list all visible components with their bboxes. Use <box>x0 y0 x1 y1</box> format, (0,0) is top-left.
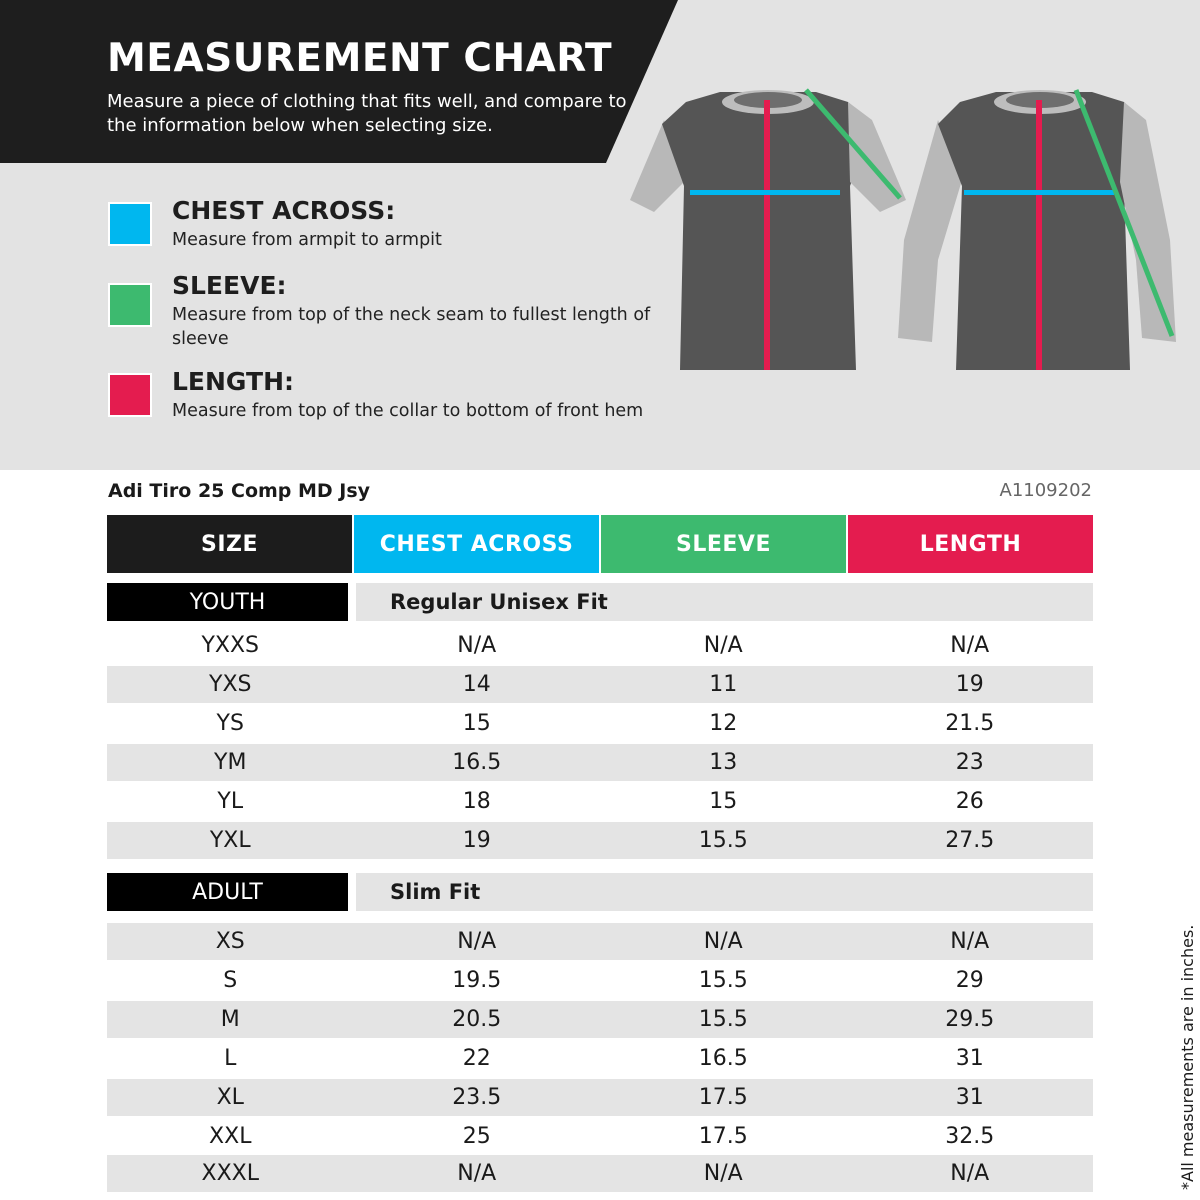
length-cell: 21.5 <box>945 711 995 736</box>
page-title: MEASUREMENT CHART <box>107 36 613 81</box>
length-swatch <box>108 373 152 417</box>
length-cell: 23 <box>955 750 984 775</box>
sleeve-cell: 15.5 <box>698 1007 748 1032</box>
length-cell: 27.5 <box>945 828 995 853</box>
long-sleeve-shirt-icon <box>898 90 1176 370</box>
section-row-1 <box>107 873 1093 911</box>
size-cell: M <box>220 1007 240 1032</box>
sleeve-cell: 17.5 <box>698 1085 748 1110</box>
length-cell: N/A <box>950 929 990 954</box>
chest-cell: 16.5 <box>452 750 502 775</box>
size-cell: YM <box>214 750 247 775</box>
section-label: YOUTH <box>107 583 348 621</box>
sleeve-cell: N/A <box>703 1161 743 1186</box>
table-row <box>107 962 1093 999</box>
measurement-guide-panel <box>0 0 1200 470</box>
chest-cell: 25 <box>462 1124 491 1149</box>
length-cell: 26 <box>955 789 984 814</box>
footnote: *All measurements are in inches. <box>1178 924 1197 1190</box>
length-cell: 29 <box>955 968 984 993</box>
shirt-diagrams <box>620 80 1190 380</box>
legend-chest-description: Measure from armpit to armpit <box>172 230 442 250</box>
chest-cell: 15 <box>462 711 491 736</box>
title-banner <box>0 0 680 163</box>
length-cell: N/A <box>950 633 990 658</box>
table-row <box>107 627 1093 664</box>
section-row-0 <box>107 583 1093 621</box>
table-row <box>107 923 1093 960</box>
chest-cell: N/A <box>457 633 497 658</box>
chest-cell: 14 <box>462 672 491 697</box>
table-row <box>107 783 1093 820</box>
size-cell: L <box>224 1046 237 1071</box>
sleeve-cell: 17.5 <box>698 1124 748 1149</box>
sleeve-cell: 15.5 <box>698 968 748 993</box>
sleeve-cell: N/A <box>703 929 743 954</box>
chest-swatch <box>108 202 152 246</box>
table-row <box>107 666 1093 703</box>
sleeve-swatch <box>108 283 152 327</box>
column-header-sleeve: SLEEVE <box>601 515 848 573</box>
table-row <box>107 705 1093 742</box>
sleeve-cell: 16.5 <box>698 1046 748 1071</box>
chest-cell: N/A <box>457 1161 497 1186</box>
column-header-chest: CHEST ACROSS <box>354 515 601 573</box>
table-row <box>107 1155 1093 1192</box>
legend-sleeve-description: Measure from top of the neck seam to fullest length of sleeve <box>172 305 651 349</box>
size-cell: YS <box>216 711 244 736</box>
sleeve-cell: 15 <box>709 789 738 814</box>
chest-cell: 18 <box>462 789 491 814</box>
table-row <box>107 1079 1093 1116</box>
size-cell: S <box>223 968 238 993</box>
table-row <box>107 1118 1093 1155</box>
sleeve-cell: N/A <box>703 633 743 658</box>
length-cell: 31 <box>955 1046 984 1071</box>
product-name: Adi Tiro 25 Comp MD Jsy <box>108 480 371 502</box>
table-row <box>107 744 1093 781</box>
table-row <box>107 1001 1093 1038</box>
chest-cell: 20.5 <box>452 1007 502 1032</box>
sleeve-cell: 13 <box>709 750 738 775</box>
chest-cell: 19 <box>462 828 491 853</box>
size-cell: XL <box>216 1085 244 1110</box>
short-sleeve-shirt-icon <box>630 90 906 370</box>
chest-cell: 22 <box>462 1046 491 1071</box>
size-cell: XXL <box>209 1124 252 1149</box>
size-cell: YXS <box>209 672 252 697</box>
table-row <box>107 822 1093 859</box>
section-fit: Slim Fit <box>356 873 1093 911</box>
length-cell: N/A <box>950 1161 990 1186</box>
sleeve-cell: 12 <box>709 711 738 736</box>
size-cell: XXXL <box>201 1161 259 1186</box>
size-cell: YXL <box>209 828 251 853</box>
sleeve-cell: 11 <box>709 672 738 697</box>
column-header-length: LENGTH <box>848 515 1093 573</box>
length-cell: 32.5 <box>945 1124 995 1149</box>
sleeve-cell: 15.5 <box>698 828 748 853</box>
legend-sleeve-title: SLEEVE: <box>172 271 287 300</box>
product-code: A1109202 <box>999 480 1092 501</box>
column-header-size: SIZE <box>107 515 354 573</box>
section-label: ADULT <box>107 873 348 911</box>
length-cell: 31 <box>955 1085 984 1110</box>
size-cell: YL <box>217 789 244 814</box>
legend-length-description: Measure from top of the collar to bottom of front hem <box>172 401 644 421</box>
size-cell: XS <box>215 929 245 954</box>
chest-cell: 23.5 <box>452 1085 502 1110</box>
section-fit: Regular Unisex Fit <box>356 583 1093 621</box>
table-row <box>107 1040 1093 1077</box>
length-cell: 29.5 <box>945 1007 995 1032</box>
page-subtitle: Measure a piece of clothing that fits well, and compare to the information below when selecting size. <box>107 91 627 136</box>
table-header <box>107 515 1093 573</box>
chest-cell: 19.5 <box>452 968 502 993</box>
length-cell: 19 <box>955 672 984 697</box>
legend-length-title: LENGTH: <box>172 367 294 396</box>
size-cell: YXXS <box>201 633 260 658</box>
chest-cell: N/A <box>457 929 497 954</box>
legend-chest-title: CHEST ACROSS: <box>172 196 396 225</box>
